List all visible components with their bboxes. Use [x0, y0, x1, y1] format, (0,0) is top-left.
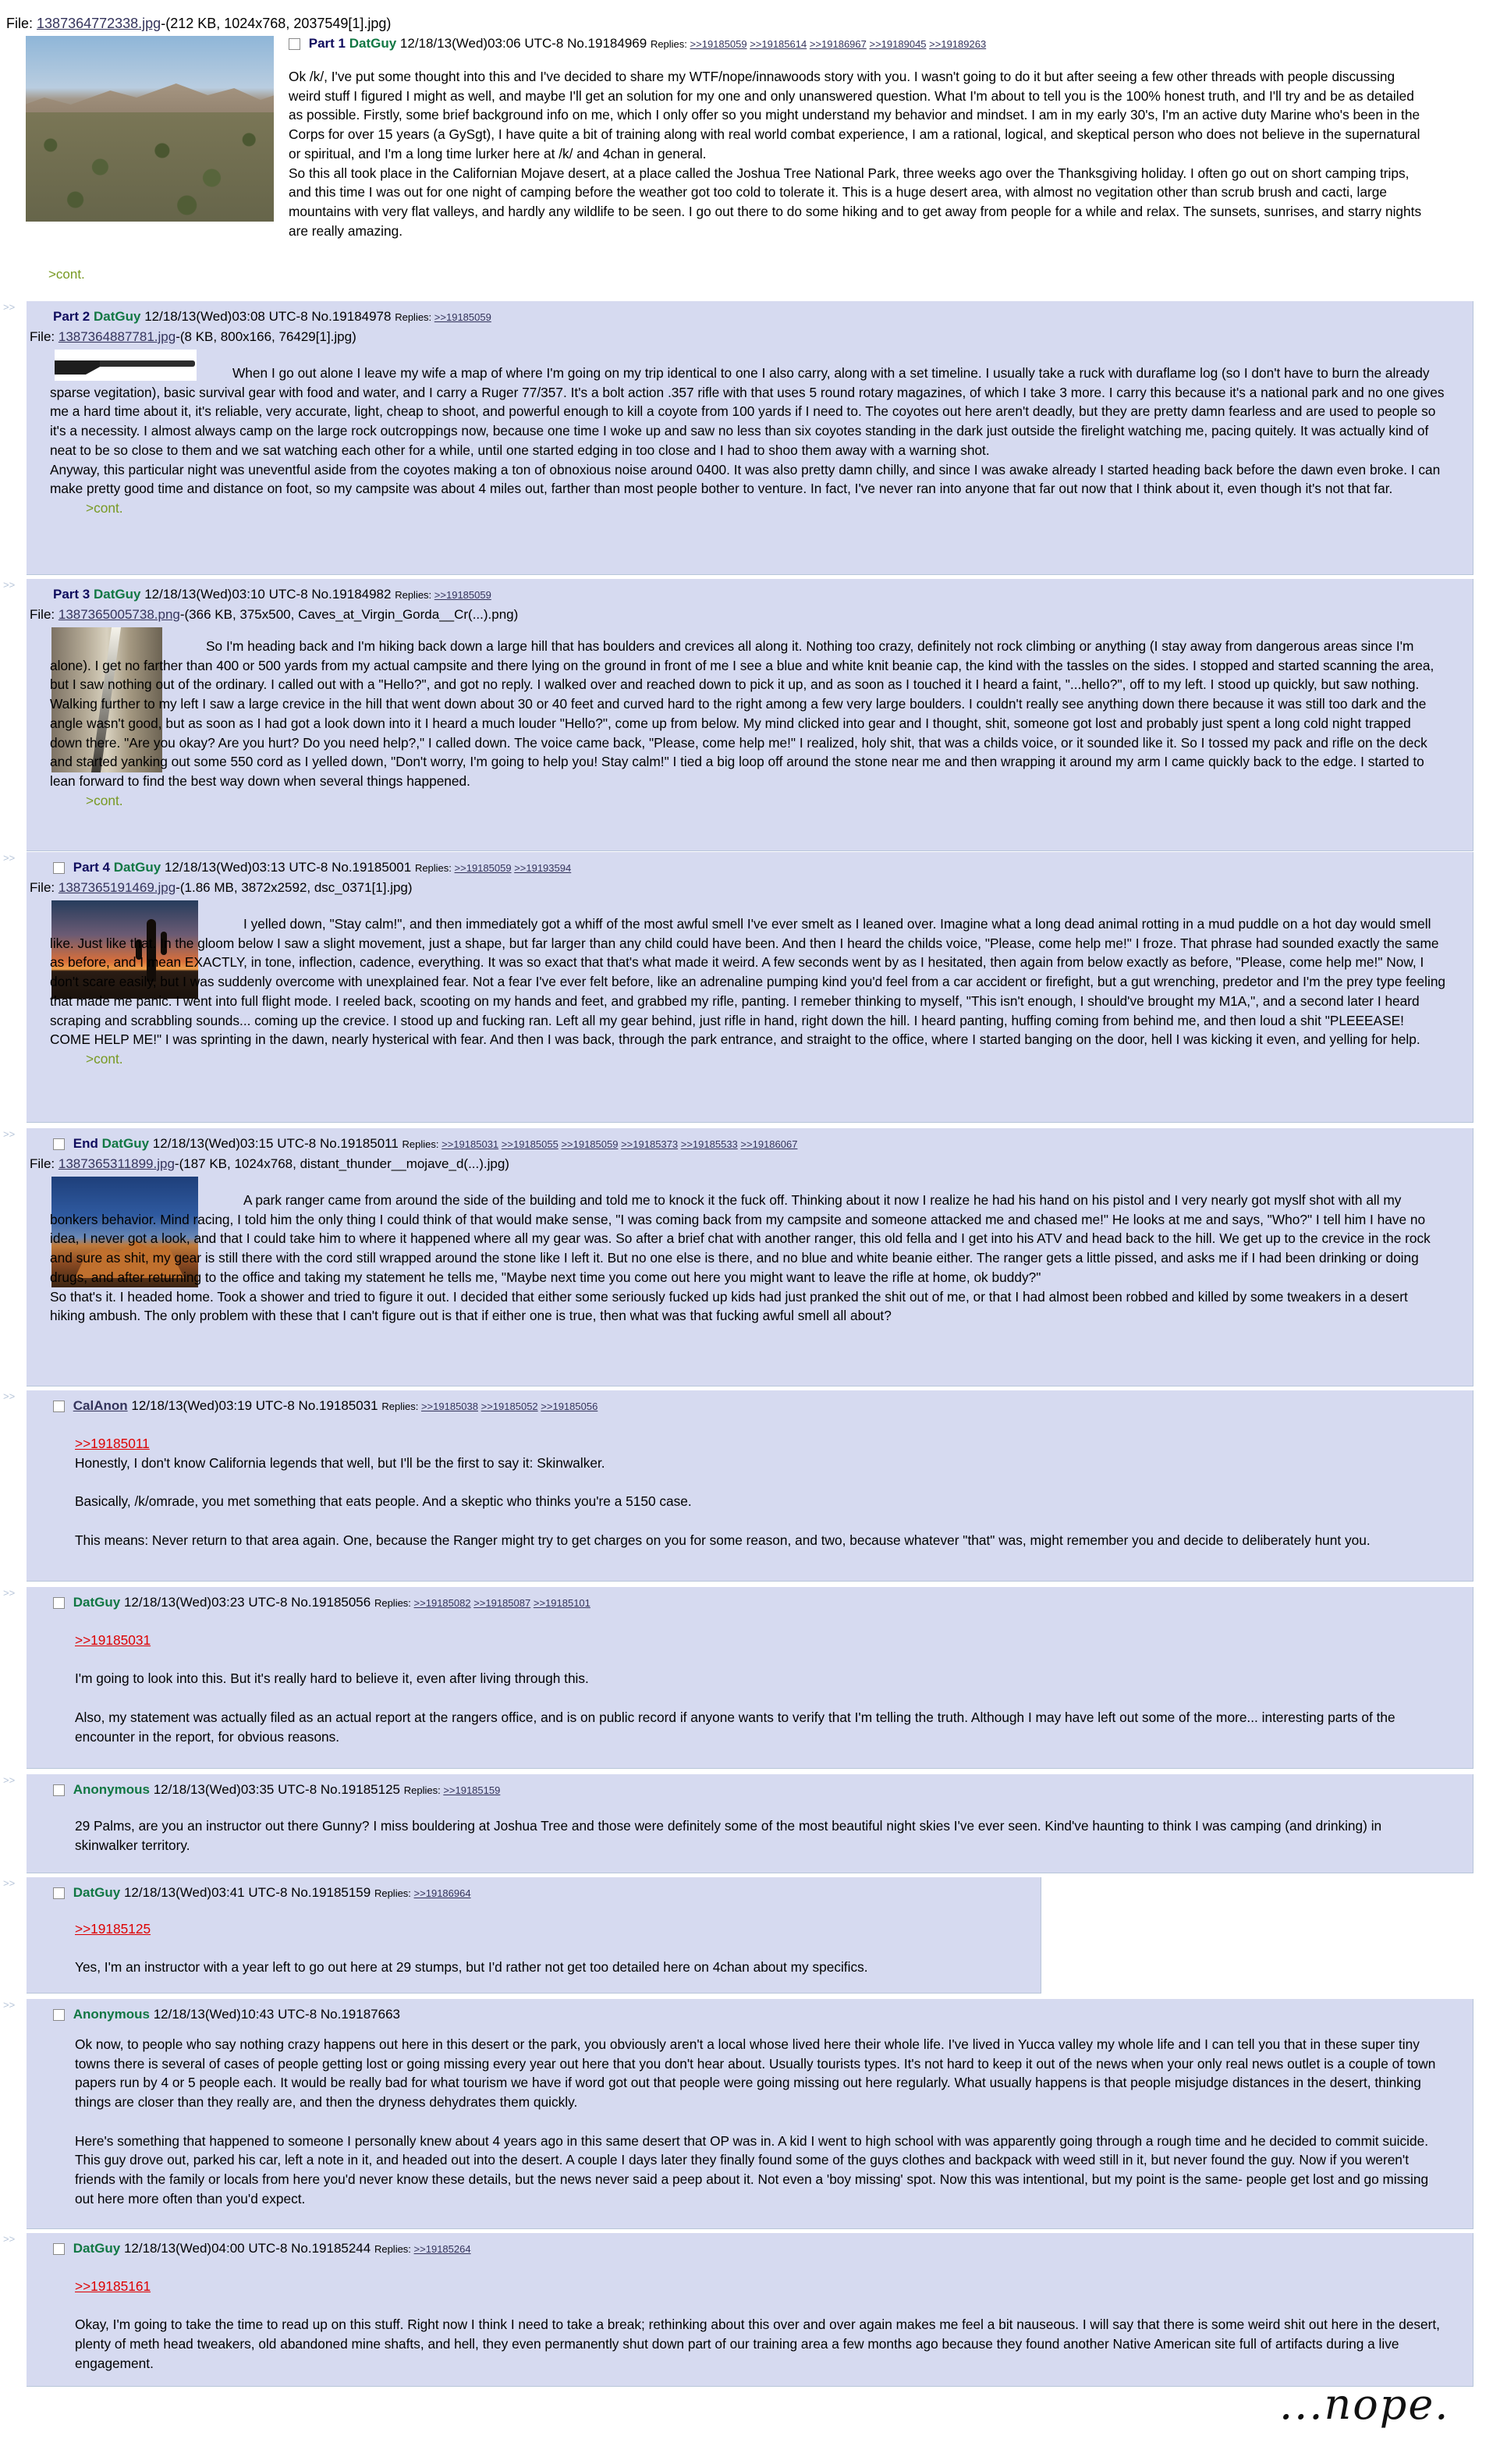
quote-link[interactable]: >>19185011	[75, 1436, 150, 1451]
post-message: >>19185011 Honestly, I don't know California legends that well, but I'll be the first to say it: Skinwalker. Basically, /k/omrade, you met something that eats people. And a skeptic who thinks you're a 5150 case. This means: Never return to that area again. One, because the Ranger might try to get charges on you for some reason, and two, because whatever "that" was, might remember you and decide to deliberately hunt you.	[75, 1436, 1371, 1548]
reply-arrows: >>	[3, 579, 16, 591]
reply-link[interactable]: >>19185087	[473, 1597, 531, 1609]
op-image-desert[interactable]	[26, 36, 274, 222]
reply-link[interactable]: >>19185059	[561, 1138, 619, 1150]
op-datetime: 12/18/13(Wed)03:06 UTC-8 No.19184969	[399, 36, 647, 51]
post-file-info: File: 1387365005738.png-(366 KB, 375x500, Caves_at_Virgin_Gorda__Cr(...).png)	[30, 607, 519, 622]
post-message: 29 Palms, are you an instructor out there Gunny? I miss bouldering at Joshua Tree and those were definitely some of the most beautiful night skies I've ever seen. Kind've haunting to think I was camping (and drinking) in skinwalker territory.	[75, 1818, 1382, 1853]
reply-arrows: >>	[3, 1774, 16, 1786]
op-cont: >cont.	[48, 267, 85, 282]
reply-arrows: >>	[3, 852, 16, 864]
reply-arrows: >>	[3, 1587, 16, 1599]
post-header	[53, 309, 491, 325]
nope-signature: ...nope.	[1279, 2380, 1450, 2429]
post-datetime: 12/18/13(Wed)03:08 UTC-8 No.19184978	[144, 309, 392, 324]
post-file-info: File: 1387364887781.jpg-(8 KB, 800x166, 76429[1].jpg)	[30, 329, 356, 344]
reply-post	[27, 1999, 1473, 2229]
post-subject: Part 2	[53, 309, 90, 324]
reply-link[interactable]: >>19189045	[869, 38, 927, 50]
reply-post	[27, 1774, 1473, 1873]
post-message: I yelled down, "Stay calm!", and then immediately got a whiff of the most awful smell I've ever smelt as I leaned over. Imagine what a long dead animal rotting in a mud puddle on a hot day would smell like. Just like that. In the gloom below I saw a slight movement, just a shape, but far larger than any child could have been. And then I heard the childs voice, "Please, come help me!" I froze. That phrase had sounded exactly the same as before, and I mean EXACTLY, in tone, inflection, cadence, everything. It was so exact that that's what made it weird. A few seconds went by as I hesitated, then again from below exactly as before, "Please, come help me!" Now, I don't scare easily, but I was suddenly overcome with unexplained fear. Not a fear I've ever felt before, like an adrenaline pumping kind you'd feel from a car accident or firefight, but a gut wrenching, predetor and I'm the prey type feeling that made me panic. I went into full flight mode. I reeled back, scooting on my hands and feet, and grabbed my rifle, panting. I remeber thinking to myself, "This isn't enough, I should've brought my M1A,", and a second later I heard scraping and scrabbling sounds... coming up the crevice. I stood up and fucking ran. Left all my gear behind, just rifle in hand, right down the hill. I heard panting, huffing coming from behind me, and then loud a shit "PLEEEASE! COME HELP ME!" I was sprinting in the dawn, nearly hysterical with fear. And then I was back, through the park entrance, and straight to the office, where I started banging on the door, hell I was kicking it even, and yelling for help. >cont.	[50, 916, 1446, 1067]
reply-post	[27, 301, 1473, 575]
reply-post	[27, 852, 1473, 1123]
post-message: So I'm heading back and I'm hiking back down a large hill that has boulders and crevices all along it. Nothing too crazy, definitely not rock climbing or anything (I stay away from dangerous areas since I'm alone). I get no farther than 400 or 500 yards from my actual campsite and there lying on the ground in front of me I see a blue and white knit beanie cap, the kind with the tassles on the sides. I stopped and started scanning the area, but I saw nothing out of the ordinary. I called out with a "Hello?", and got no reply. I walked over and reached down to pick it up, and as soon as I touched it I heard a faint, "...hello?", off to my left. I stood up quickly, but saw nothing. Walking further to my left I saw a large crevice in the hill that went down about 30 or 40 feet and curved hard to the right among a few very large boulders. I couldn't really see anything down there because it was still too dark and the angle wasn't good, but as soon as I had got a look down into it I heard a much louder "Hello?", come up from below. My mind clicked into gear and I thought, shit, someone got lost and probably just spent a long cold night trapped down there. "Are you okay? Are you hurt? Do you need help?," I called down. The voice came back, "Please, come help me!" I realized, holy shit, that was a childs voice, or it sounded like it. So I tossed my pack and rifle on the deck and started yanking out some 550 cord as I yelled down, "Don't worry, I'm going to help you! Stay calm!" I tied a big loop off around the stone near me and then wrapping it around my arm I came quickly back to the edge. I started to lean forward to find the best way down when several things happened. >cont.	[50, 638, 1434, 808]
reply-link[interactable]: >>19185059	[434, 589, 491, 601]
op-checkbox[interactable]	[289, 38, 300, 50]
post-message: A park ranger came from around the side of the building and told me to knock it the fuck off. Thinking about it now I realize he had his hand on his pistol and I very nearly got myslf shot with all my bonkers behavior. Mind racing, I told him the only thing I could think of that would make sense, "I was coming back from my campsite and someone attacked me and chased me!" He looks at me and says, "Who?" I tell him I have no idea, I never got a look, and that I could take him to where it happened where all my gear was. So after a brief chat with another ranger, this old fella and I get into his ATV and head back to the hill. We get up to the crevice in the rock and sure as shit, my gear is still there with the cord still wrapped around the stone like I left it. But no one else is there, and no blue and white beanie either. The ranger gets a little pissed, and asks me if I had been drinking or doing drugs, and after returning to the office and taking my statement he tells me, "Maybe next time you come out here you might want to leave the rifle at home, ok buddy?" So that's it. I headed home. Took a shower and tried to figure it out. I decided that either some seriously fucked up kids had just pranked the shit out of me, or that I had almost been robbed and killed by some tweakers in a desert hiking ambush. The only problem with these that I can't figure out is that if either one is true, then what was that fucking awful smell all about?	[50, 1192, 1431, 1324]
post-message: Ok now, to people who say nothing crazy happens out here in this desert or the park, you obviously aren't a local whose lived here their whole life. I've lived in Yucca valley my whole life and I can tell you that in these super tiny towns there is several of cases of people getting lost or going missing every year out here that you don't hear about. Usually tourists types. It's not hard to keep it out of the news when your only real news outlet is a couple of town papers run by 4 or 5 people each. It would be really bad for what tourism we have if word got out that people were going missing out here regularly. What usually happens is that people misjudge distances in the desert, thinking things are closer than they really are, and then the dryness dehydrates them quickly. Here's something that happened to someone I personally knew about 4 years ago in this same desert that OP was in. A kid I went to high school with was apparently going through a rough time and he decided to commit suicide. This guy drove out, parked his car, left a note in it, and headed out into the desert. A couple I days later they finally found some of the guys clothes and backpack with weed still in it, but never found the guy. Now if you weren't friends with the family or locals from here you'd never know these details, but the news never said a peep about it. Not even a 'boy missing' spot. Now this was intentional, but my point is the same- people get lost and go missing out here more often than you'd expect.	[75, 2036, 1436, 2207]
op-header	[289, 36, 1427, 51]
reply-post	[27, 579, 1473, 851]
reply-link[interactable]: >>19185059	[434, 311, 491, 323]
post-message: >>19185125 Yes, I'm an instructor with a year left to go out here at 29 stumps, but I'd rather not get too detailed here on 4chan about my specifics.	[75, 1921, 868, 1976]
reply-link[interactable]: >>19185031	[441, 1138, 499, 1150]
reply-link[interactable]: >>19185614	[750, 38, 807, 50]
post-file-info: File: 1387365191469.jpg-(1.86 MB, 3872x2592, dsc_0371[1].jpg)	[30, 880, 413, 895]
post-file-link[interactable]: 1387364887781.jpg	[58, 329, 176, 344]
post-name: DatGuy	[93, 309, 141, 324]
reply-link[interactable]: >>19189263	[929, 38, 987, 50]
post-checkbox[interactable]	[53, 862, 65, 874]
post-header: End DatGuy 12/18/13(Wed)03:15 UTC-8 No.19185011 Replies: >>19185031 >>19185055 >>19185059 >>19185373 >>19185533 >>19186067	[53, 1136, 797, 1152]
post-checkbox[interactable]	[53, 1784, 65, 1796]
post-header: CalAnon 12/18/13(Wed)03:19 UTC-8 No.19185031 Replies: >>19185038 >>19185052 >>19185056	[53, 1398, 598, 1414]
reply-link[interactable]: >>19193594	[514, 862, 572, 874]
op-file-info: File: 1387364772338.jpg-(212 KB, 1024x768, 2037549[1].jpg)	[6, 16, 392, 31]
op-post	[289, 36, 1427, 240]
post-file-link[interactable]: 1387365311899.jpg	[58, 1156, 175, 1171]
post-message: >>19185031 I'm going to look into this. But it's really hard to believe it, even after living through this. Also, my statement was actually filed as an actual report at the rangers office, and is on public record if anyone wants to verify that I'm telling the truth. Although I may have left out some of the more... interesting parts of the encounter in the report, for obvious reasons.	[75, 1632, 1395, 1745]
reply-post	[27, 1128, 1473, 1386]
post-header: Anonymous 12/18/13(Wed)10:43 UTC-8 No.19187663	[53, 2007, 400, 2022]
reply-arrows: >>	[3, 1390, 16, 1402]
post-checkbox[interactable]	[53, 2243, 65, 2255]
post-header: DatGuy 12/18/13(Wed)03:41 UTC-8 No.19185159 Replies: >>19186964	[53, 1885, 471, 1901]
reply-link[interactable]: >>19185038	[420, 1401, 478, 1412]
reply-link[interactable]: >>19185373	[621, 1138, 679, 1150]
post-message: When I go out alone I leave my wife a map of where I'm going on my trip identical to one I also carry, along with a set timeline. I usually take a ruck with duraflame log (so I don't have to burn the already sparse vegitation), basic survival gear with food and water, and I carry a Ruger 77/357. It's a bolt action .357 rifle with that uses 5 round rotary magazines, of which I take 3 more. I carry this because it's a national park and no one gives me a hard time about it, it's reliable, very accurate, light, cheap to shoot, and powerful enough to kill a coyote from 100 yards if I need to. The coyotes out here aren't deadly, but they are pretty damn fearless and are used to people so it's a necessity. I almost always camp on the large rock outcroppings now, because one time I woke up and saw no less than six coyotes standing in the dark just outside the firelight watching me, pacing quitely. It was actually kind of neat to be so close to them and we sat watching each other for a while, until one started edging in too close and I had to shoo them away with a warning shot. Anyway, this particular night was uneventful aside from the coyotes making a ton of obnoxious noise around 0400. It was also pretty damn chilly, and since I was awake already I started heading back before the dawn even broke. I can make pretty good time and distance on foot, so my campsite was about 4 miles out, farther than most people bother to venture. In fact, I've never ran into anyone that far out now that I think about it, even though it's not that far. >cont.	[50, 365, 1445, 516]
reply-link[interactable]: >>19186067	[740, 1138, 798, 1150]
reply-post	[27, 1390, 1473, 1582]
post-header: DatGuy 12/18/13(Wed)04:00 UTC-8 No.19185244 Replies: >>19185264	[53, 2241, 471, 2256]
post-checkbox[interactable]	[53, 1401, 65, 1412]
quote-link[interactable]: >>19185125	[75, 1921, 151, 1937]
post-checkbox[interactable]	[53, 1887, 65, 1899]
quote-link[interactable]: >>19185161	[75, 2278, 151, 2294]
reply-arrows: >>	[3, 2233, 16, 2245]
op-name: DatGuy	[349, 36, 397, 51]
reply-post	[27, 1877, 1041, 1994]
post-header: DatGuy 12/18/13(Wed)03:23 UTC-8 No.19185056 Replies: >>19185082 >>19185087 >>19185101	[53, 1595, 590, 1610]
reply-link[interactable]: >>19185059	[454, 862, 512, 874]
reply-link[interactable]: >>19185101	[533, 1597, 590, 1609]
post-checkbox[interactable]	[53, 1597, 65, 1609]
reply-arrows: >>	[3, 1999, 16, 2011]
post-file-info: File: 1387365311899.jpg-(187 KB, 1024x768, distant_thunder__mojave_d(...).jpg)	[30, 1156, 509, 1171]
post-checkbox[interactable]	[53, 1138, 65, 1150]
reply-link[interactable]: >>19185056	[541, 1401, 598, 1412]
reply-post	[27, 1587, 1473, 1769]
post-checkbox[interactable]	[53, 2009, 65, 2021]
op-replies: Replies: >>19185059 >>19185614 >>19186967 >>19189045 >>19189263	[650, 38, 987, 50]
reply-arrows: >>	[3, 301, 16, 313]
reply-link[interactable]: >>19185159	[443, 1784, 501, 1796]
post-header: Part 3 DatGuy 12/18/13(Wed)03:10 UTC-8 No.19184982 Replies: >>19185059	[53, 587, 491, 602]
reply-link[interactable]: >>19185055	[501, 1138, 559, 1150]
op-message: Ok /k/, I've put some thought into this and I've decided to share my WTF/nope/innawoods story with you. I wasn't going to do it but after seeing a few other threads with people discussing weird stuff I figured I might as well, and maybe I'll get an solution for my one and only unanswered question. What I'm about to tell you is the 100% honest truth, and I'll try and be as detailed as possible. Firstly, some brief background info on me, which I only offer so you might understand my behavior and mindset. I am in my early 30's, I'm an active duty Marine who's been in the Corps for over 15 years (a GySgt), I have quite a bit of training along with real world combat experience, I am a rational, logical, and skeptical person who does not believe in the supernatural or spiritual, and I'm a long time lurker here at /k/ and 4chan in general. So this all took place in the Californian Mojave desert, at a place called the Joshua Tree National Park, three weeks ago over the Thanksgiving holiday. I often go out on short camping trips, and this time I was out for one night of camping before the weather got too cold to tolerate it. This is a huge desert area, with almost no vegitation other than scrub brush and cacti, large mountains with very flat valleys, and hardly any wildlife to be seen. I go out there to do some hiking and to get away from people for a while and relax. The sunsets, sunrises, and starry nights are really amazing.	[289, 69, 1422, 239]
post-header: Part 4 DatGuy 12/18/13(Wed)03:13 UTC-8 No.19185001 Replies: >>19185059 >>19193594	[53, 860, 571, 875]
post-header: Anonymous 12/18/13(Wed)03:35 UTC-8 No.19185125 Replies: >>19185159	[53, 1782, 500, 1798]
reply-link[interactable]: >>19185533	[680, 1138, 738, 1150]
scrub-brush	[26, 112, 274, 222]
post-replies: Replies: >>19185059	[395, 311, 491, 323]
post-message: >>19185161 Okay, I'm going to take the time to read up on this stuff. Right now I think I need to take a break; rethinking about this over and over again makes me feel a bit nauseous. I will say that there is some weird shit out here in the desert, plenty of meth head tweakers, old abandoned mine shafts, and hell, they even permanently shut down part of our training area a few months ago because they found another Native American site full of artifacts during a live engagement.	[75, 2278, 1440, 2371]
reply-post	[27, 2233, 1473, 2387]
reply-arrows: >>	[3, 1877, 16, 1889]
reply-arrows: >>	[3, 1128, 16, 1140]
reply-link[interactable]: >>19186967	[809, 38, 867, 50]
quote-link[interactable]: >>19185031	[75, 1632, 151, 1648]
op-file-link[interactable]: 1387364772338.jpg	[37, 16, 161, 31]
post-file-link[interactable]: 1387365005738.png	[58, 607, 180, 622]
reply-link[interactable]: >>19185052	[480, 1401, 538, 1412]
reply-link[interactable]: >>19185059	[690, 38, 747, 50]
reply-link[interactable]: >>19185264	[413, 2243, 471, 2255]
post-file-link[interactable]: 1387365191469.jpg	[58, 880, 176, 895]
op-subject: Part 1	[308, 36, 346, 51]
reply-link[interactable]: >>19186964	[413, 1887, 471, 1899]
reply-link[interactable]: >>19185082	[413, 1597, 471, 1609]
